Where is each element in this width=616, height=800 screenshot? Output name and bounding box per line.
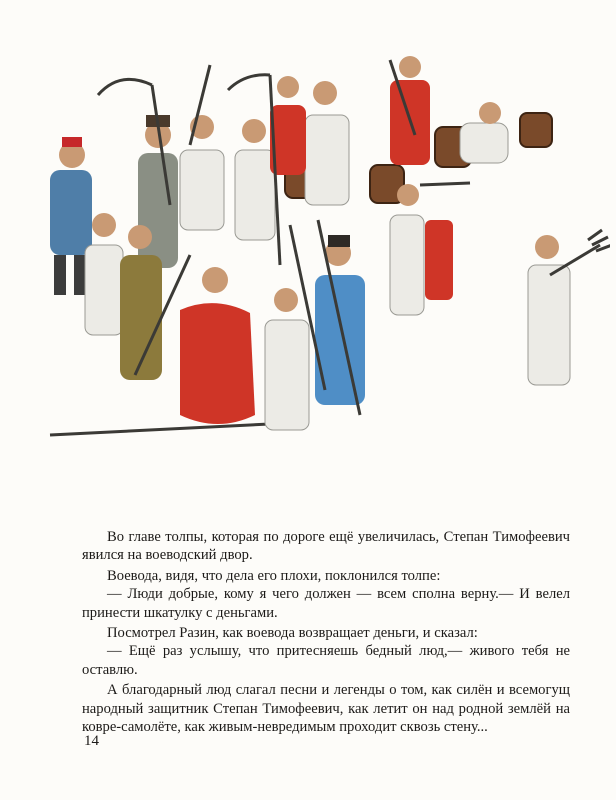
paragraph: Посмотрел Разин, как воевода возвращает деньги, и сказал: xyxy=(107,625,478,642)
paragraph: — Ещё раз услышу, что притесняешь бедный люд,— живого тебя не оставлю. xyxy=(82,643,570,678)
paragraph: Во главе толпы, которая по дороге ещё увеличилась, Степан Тимофеевич явился на воеводский двор. xyxy=(82,529,570,564)
paragraph: Воевода, видя, что дела его плохи, поклонился толпе: xyxy=(107,567,441,584)
page-number: 14 xyxy=(84,733,99,749)
story-text xyxy=(82,528,570,736)
paragraph: — Люди добрые, кому я чего должен — всем сполна верну.— И велел принести шкатулку с деньгами. xyxy=(82,586,570,621)
paragraph: А благодарный люд слагал песни и легенды о том, как силён и всемогущ народный защитник Степан Тимофеевич, как летит он над родной землёй на ковре-самолёте, как живым-невредимым проходит сквозь стену... xyxy=(82,682,570,736)
crowd-illustration xyxy=(40,55,610,455)
